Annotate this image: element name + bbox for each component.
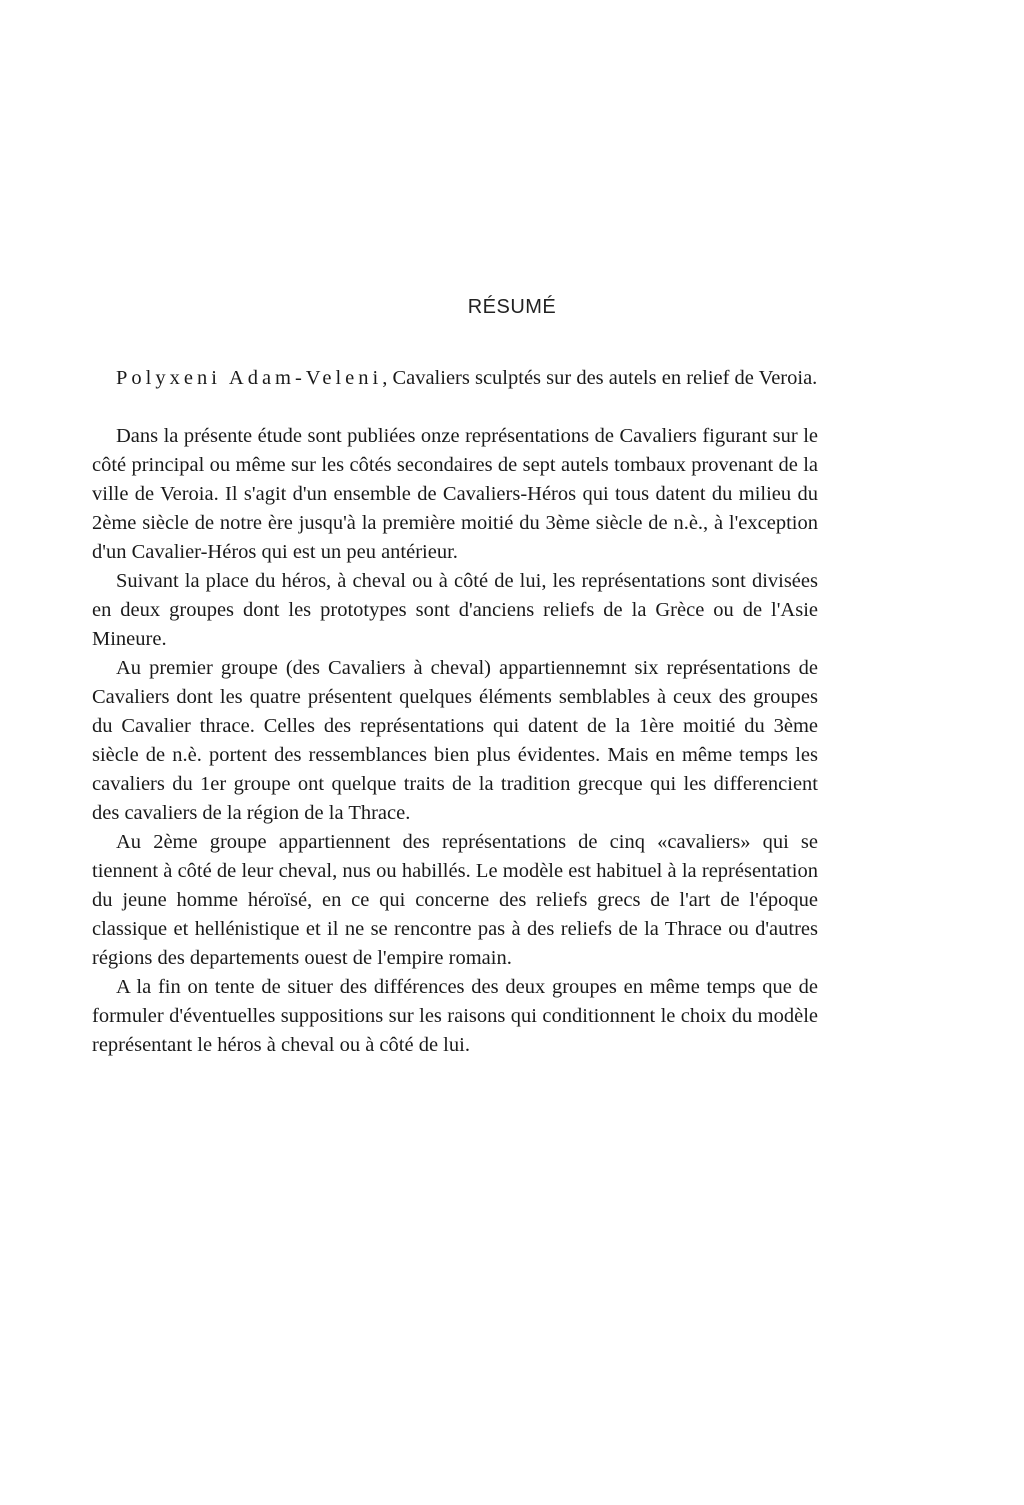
paragraph: Au 2ème groupe appartiennent des représentations de cinq «cavaliers» qui se tiennent à côté de leur cheval, nus ou habillés. Le modèle est habituel à la représentation du jeune homme héroïsé, en ce qui concerne des reliefs grecs de l'art de l'époque classique et hellénistique et il ne se rencontre pas à des reliefs de la Thrace ou d'autres régions des departements ouest de l'empire romain. xyxy=(92,831,818,969)
article-title: , Cavaliers sculptés sur des autels en relief de Veroia. xyxy=(382,367,818,389)
citation-paragraph xyxy=(92,364,818,393)
author-name: Polyxeni Adam-Veleni xyxy=(116,367,383,389)
paragraph: Dans la présente étude sont publiées onze représentations de Cavaliers figurant sur le côté principal ou même sur les côtés secondaires de sept autels tombaux provenant de la ville de Veroia. Il s'agit d'un ensemble de Cavaliers-Héros qui tous datent du milieu du 2ème siècle de notre ère jusqu'à la première moitié du 3ème siècle de n.è., à l'exception d'un Cavalier-Héros qui est un peu antérieur. xyxy=(92,425,818,563)
paragraph: Suivant la place du héros, à cheval ou à côté de lui, les représentations sont divisées en deux groupes dont les prototypes sont d'anciens reliefs de la Grèce ou de l'Asie Mineure. xyxy=(92,570,818,650)
resume-body xyxy=(92,364,818,1060)
paragraph: Au premier groupe (des Cavaliers à cheval) appartiennemnt six représentations de Cavaliers dont les quatre présentent quelques éléments semblables à ceux des groupes du Cavalier thrace. Celles des représentations qui datent de la 1ère moitié du 3ème siècle de n.è. portent des ressemblances bien plus évidentes. Mais en même temps les cavaliers du 1er groupe ont quelque traits de la tradition grecque qui les differencient des cavaliers de la région de la Thrace. xyxy=(92,657,818,824)
page-title: RÉSUMÉ xyxy=(467,296,557,318)
paragraph: A la fin on tente de situer des différences des deux groupes en même temps que de formuler d'éventuelles suppositions sur les raisons qui conditionnent le choix du modèle représentant le héros à cheval ou à côté de lui. xyxy=(92,976,818,1056)
